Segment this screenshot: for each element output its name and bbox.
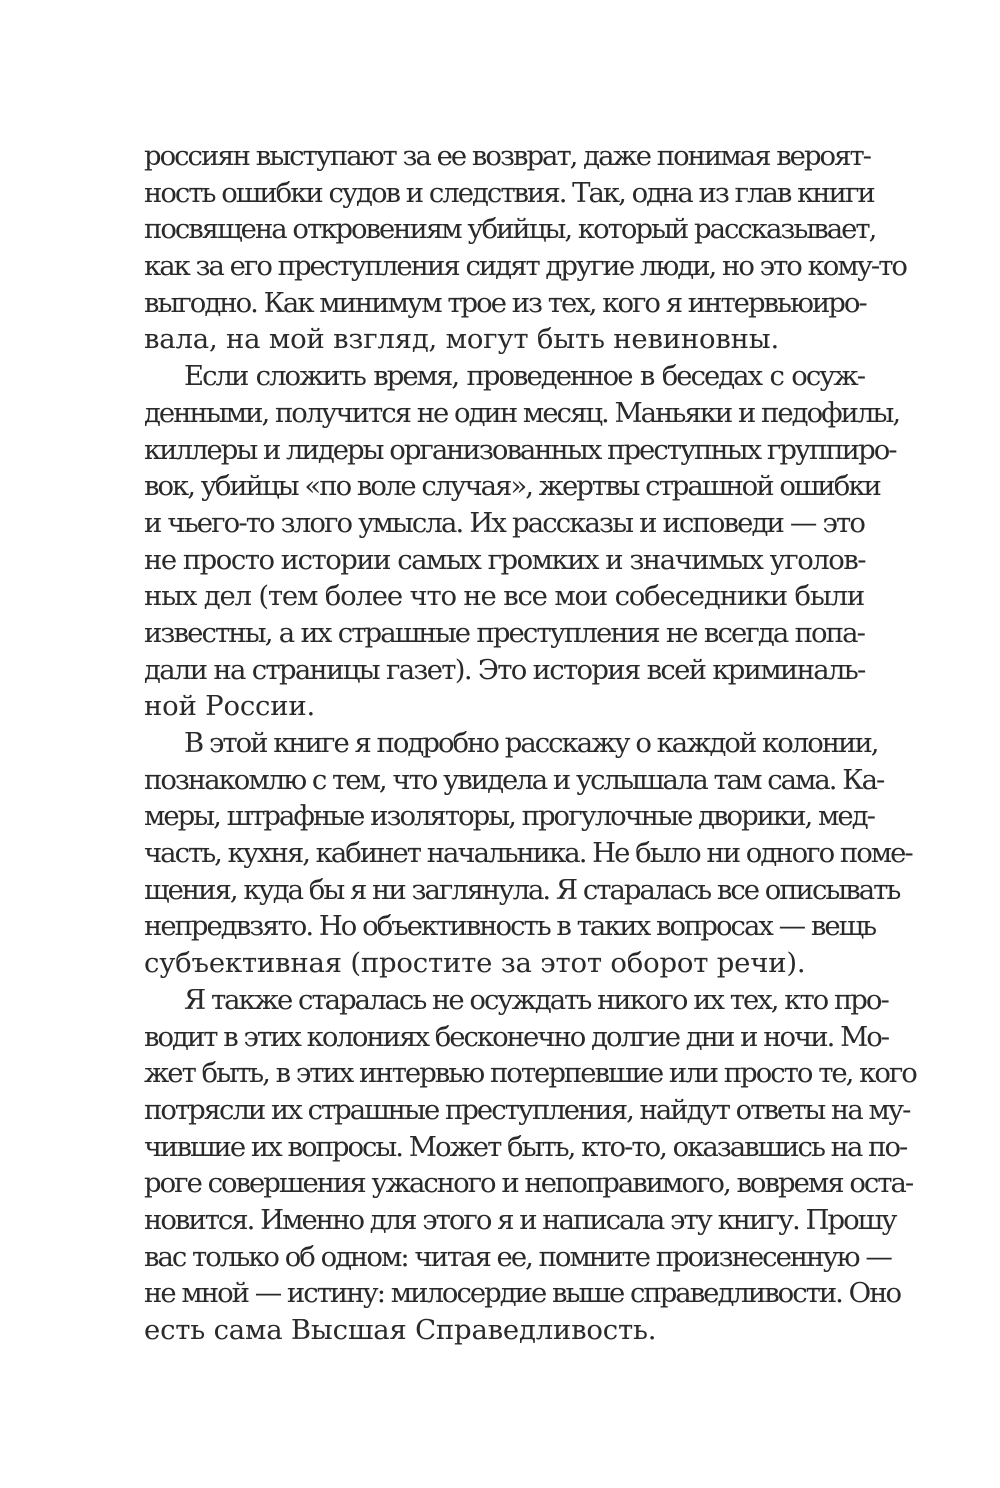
- paragraph: [144, 358, 900, 725]
- text-line: киллеры и лидеры организованных преступных группиро-: [144, 433, 896, 466]
- text-line: потрясли их страшные преступления, найдут ответы на му-: [144, 1093, 910, 1126]
- text-line: известны, а их страшные преступления не всегда попа-: [144, 616, 864, 649]
- text-line: ных дел (тем более что не все мои собеседники были: [144, 580, 864, 613]
- text-line: меры, штрафные изоляторы, прогулочные дворики, мед-: [144, 800, 874, 833]
- text-line: субъективная (простите за этот оборот речи).: [144, 947, 806, 980]
- body-text: [144, 138, 916, 1349]
- text-line: не мной — истину: милосердие выше справедливости. Оно: [144, 1277, 901, 1310]
- text-line: и чьего-то злого умысла. Их рассказы и исповеди — это: [144, 506, 864, 539]
- text-line: щения, куда бы я ни заглянула. Я старалась все описывать: [144, 873, 900, 906]
- text-line: жет быть, в этих интервью потерпевшие или просто те, кого: [144, 1057, 916, 1090]
- text-line: ной России.: [144, 690, 316, 723]
- paragraph: [144, 725, 912, 982]
- text-line: познакомлю с тем, что увидела и услышала там сама. Ка-: [144, 763, 884, 796]
- text-line: часть, кухня, кабинет начальника. Не было ни одного поме-: [144, 837, 912, 870]
- text-line: В этой книге я подробно расскажу о каждой колонии,: [184, 727, 878, 759]
- text-line: дали на страницы газет). Это история всей криминаль-: [144, 653, 865, 686]
- paragraph: [144, 982, 916, 1349]
- text-line: не просто истории самых громких и значимых уголов-: [144, 543, 866, 576]
- text-line: есть сама Высшая Справедливость.: [144, 1314, 657, 1346]
- text-line: вас только об одном: читая ее, помните произнесенную —: [144, 1240, 891, 1273]
- text-line: непредвзято. Но объективность в таких вопросах — вещь: [144, 910, 876, 943]
- text-line: Если сложить время, проведенное в беседах с осуж-: [184, 360, 864, 393]
- text-line: чившие их вопросы. Может быть, кто-то, оказавшись на по-: [144, 1130, 907, 1163]
- text-line: россиян выступают за ее возврат, даже понимая вероят-: [144, 140, 870, 172]
- text-line: Я также старалась не осуждать никого их тех, кто про-: [184, 983, 888, 1016]
- text-line: вок, убийцы «по воле случая», жертвы страшной ошибки: [144, 470, 880, 503]
- text-line: посвящена откровениям убийцы, который рассказывает,: [144, 213, 876, 246]
- text-line: роге совершения ужасного и непоправимого, вовремя оста-: [144, 1167, 913, 1200]
- text-line: ность ошибки судов и следствия. Так, одна из глав книги: [144, 176, 874, 209]
- paragraph: [144, 138, 906, 358]
- text-line: выгодно. Как минимум трое из тех, кого я интервьюиро-: [144, 286, 866, 319]
- text-line: как за его преступления сидят другие люди, но это кому-то: [144, 250, 906, 283]
- text-line: денными, получится не один месяц. Маньяки и педофилы,: [144, 396, 900, 429]
- text-line: водит в этих колониях бесконечно долгие дни и ночи. Мо-: [144, 1020, 889, 1053]
- text-line: новится. Именно для этого я и написала эту книгу. Прошу: [144, 1203, 896, 1236]
- text-line: вала, на мой взгляд, могут быть невиновны.: [144, 323, 780, 356]
